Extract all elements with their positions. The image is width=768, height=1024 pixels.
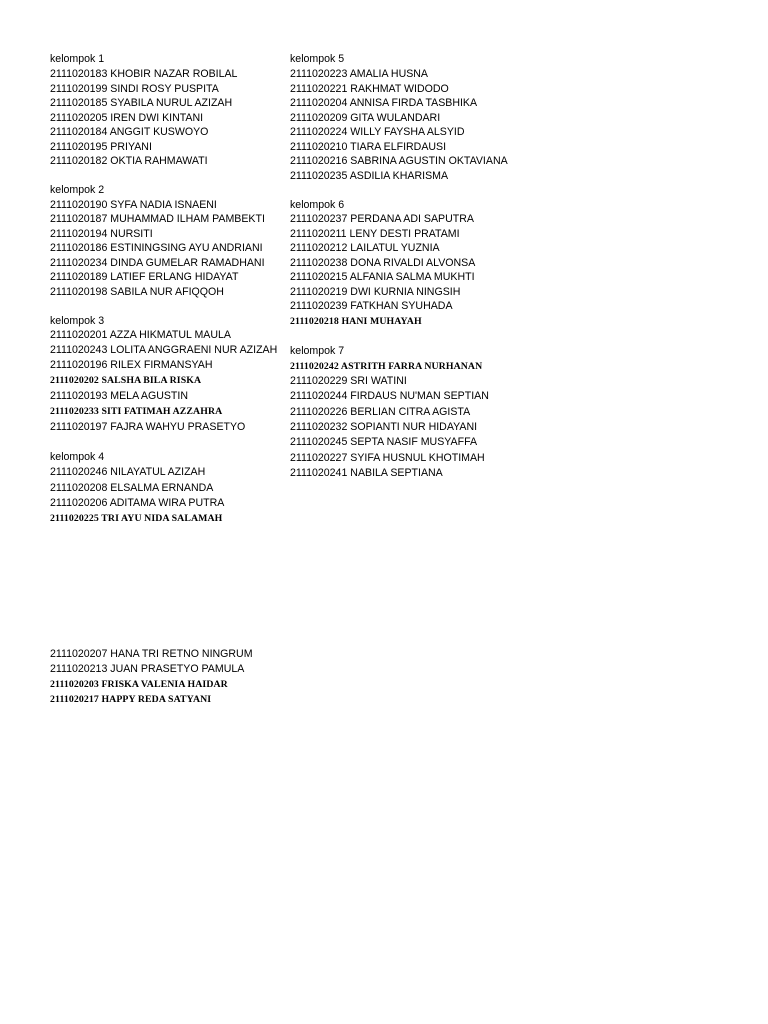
group-1-member: 2111020182 OKTIA RAHMAWATI — [50, 155, 208, 167]
group-3-title: kelompok 3 — [50, 314, 105, 327]
group-3-member: 2111020202 SALSHA BILA RISKA — [50, 375, 202, 386]
group-6-title: kelompok 6 — [290, 199, 345, 211]
group-3-member: 2111020193 MELA AGUSTIN — [50, 390, 188, 402]
group-3-member: 2111020201 AZZA HIKMATUL MAULA — [50, 329, 231, 341]
extra-member: 2111020217 HAPPY REDA SATYANI — [50, 694, 212, 705]
group-7-member: 2111020226 BERLIAN CITRA AGISTA — [290, 405, 471, 418]
group-2-member: 2111020190 SYFA NADIA ISNAENI — [50, 198, 217, 211]
group-5-member: 2111020224 WILLY FAYSHA ALSYID — [290, 126, 465, 138]
group-7-member: 2111020232 SOPIANTI NUR HIDAYANI — [290, 421, 478, 433]
group-5-member: 2111020209 GITA WULANDARI — [290, 111, 441, 124]
group-4-member: 2111020246 NILAYATUL AZIZAH — [50, 466, 206, 478]
group-7-title: kelompok 7 — [290, 345, 345, 357]
group-5-member: 2111020221 RAKHMAT WIDODO — [290, 82, 449, 95]
group-3-member: 2111020233 SITI FATIMAH AZZAHRA — [50, 406, 223, 417]
group-6-member: 2111020215 ALFANIA SALMA MUKHTI — [290, 271, 475, 283]
group-4-member: 2111020208 ELSALMA ERNANDA — [50, 481, 214, 494]
group-2-member: 2111020189 LATIEF ERLANG HIDAYAT — [50, 271, 239, 283]
group-5-member: 2111020204 ANNISA FIRDA TASBHIKA — [290, 97, 478, 109]
group-1-member: 2111020195 PRIYANI — [50, 140, 152, 153]
group-6-member: 2111020239 FATKHAN SYUHADA — [290, 300, 453, 312]
group-1-member: 2111020199 SINDI ROSY PUSPITA — [50, 82, 219, 95]
group-7-member: 2111020242 ASTRITH FARRA NURHANAN — [290, 360, 483, 372]
group-4-member: 2111020206 ADITAMA WIRA PUTRA — [50, 497, 225, 509]
group-6-member: 2111020218 HANI MUHAYAH — [290, 315, 422, 327]
group-2-member: 2111020198 SABILA NUR AFIQQOH — [50, 285, 224, 298]
group-7-member: 2111020244 FIRDAUS NU'MAN SEPTIAN — [290, 390, 489, 402]
group-1-title: kelompok 1 — [50, 53, 105, 65]
group-5-member: 2111020235 ASDILIA KHARISMA — [290, 169, 449, 182]
group-1-member: 2111020205 IREN DWI KINTANI — [50, 111, 204, 124]
extra-member: 2111020207 HANA TRI RETNO NINGRUM — [50, 647, 253, 660]
group-7-member: 2111020241 NABILA SEPTIANA — [290, 466, 443, 479]
group-7-member: 2111020245 SEPTA NASIF MUSYAFFA — [290, 436, 478, 448]
group-1-member: 2111020185 SYABILA NURUL AZIZAH — [50, 97, 233, 109]
group-5-title: kelompok 5 — [290, 53, 345, 65]
group-2-member: 2111020187 MUHAMMAD ILHAM PAMBEKTI — [50, 213, 265, 225]
extra-member: 2111020213 JUAN PRASETYO PAMULA — [50, 663, 245, 675]
group-1-member: 2111020184 ANGGIT KUSWOYO — [50, 126, 209, 138]
group-2-member: 2111020234 DINDA GUMELAR RAMADHANI — [50, 256, 265, 269]
group-2-member: 2111020194 NURSITI — [50, 227, 153, 240]
group-2-title: kelompok 2 — [50, 184, 105, 196]
group-5-member: 2111020216 SABRINA AGUSTIN OKTAVIANA — [290, 155, 508, 167]
group-2-member: 2111020186 ESTININGSING AYU ANDRIANI — [50, 242, 263, 254]
group-6-member: 2111020238 DONA RIVALDI ALVONSA — [290, 256, 476, 269]
group-6-member: 2111020212 LAILATUL YUZNIA — [290, 242, 440, 254]
group-1-member: 2111020183 KHOBIR NAZAR ROBILAL — [50, 68, 238, 80]
group-6-member: 2111020219 DWI KURNIA NINGSIH — [290, 285, 461, 298]
group-3-member: 2111020196 RILEX FIRMANSYAH — [50, 359, 213, 371]
group-3-member: 2111020197 FAJRA WAHYU PRASETYO — [50, 421, 246, 433]
group-7-member: 2111020227 SYIFA HUSNUL KHOTIMAH — [290, 451, 485, 464]
group-6-member: 2111020237 PERDANA ADI SAPUTRA — [290, 213, 474, 225]
group-7-member: 2111020229 SRI WATINI — [290, 375, 407, 387]
group-4-title: kelompok 4 — [50, 451, 105, 463]
extra-member: 2111020203 FRISKA VALENIA HAIDAR — [50, 678, 228, 690]
group-4-member: 2111020225 TRI AYU NIDA SALAMAH — [50, 513, 223, 524]
group-5-member: 2111020210 TIARA ELFIRDAUSI — [290, 140, 447, 153]
group-6-member: 2111020211 LENY DESTI PRATAMI — [290, 227, 460, 240]
group-5-member: 2111020223 AMALIA HUSNA — [290, 68, 429, 80]
group-3-member: 2111020243 LOLITA ANGGRAENI NUR AZIZAH — [50, 344, 278, 356]
